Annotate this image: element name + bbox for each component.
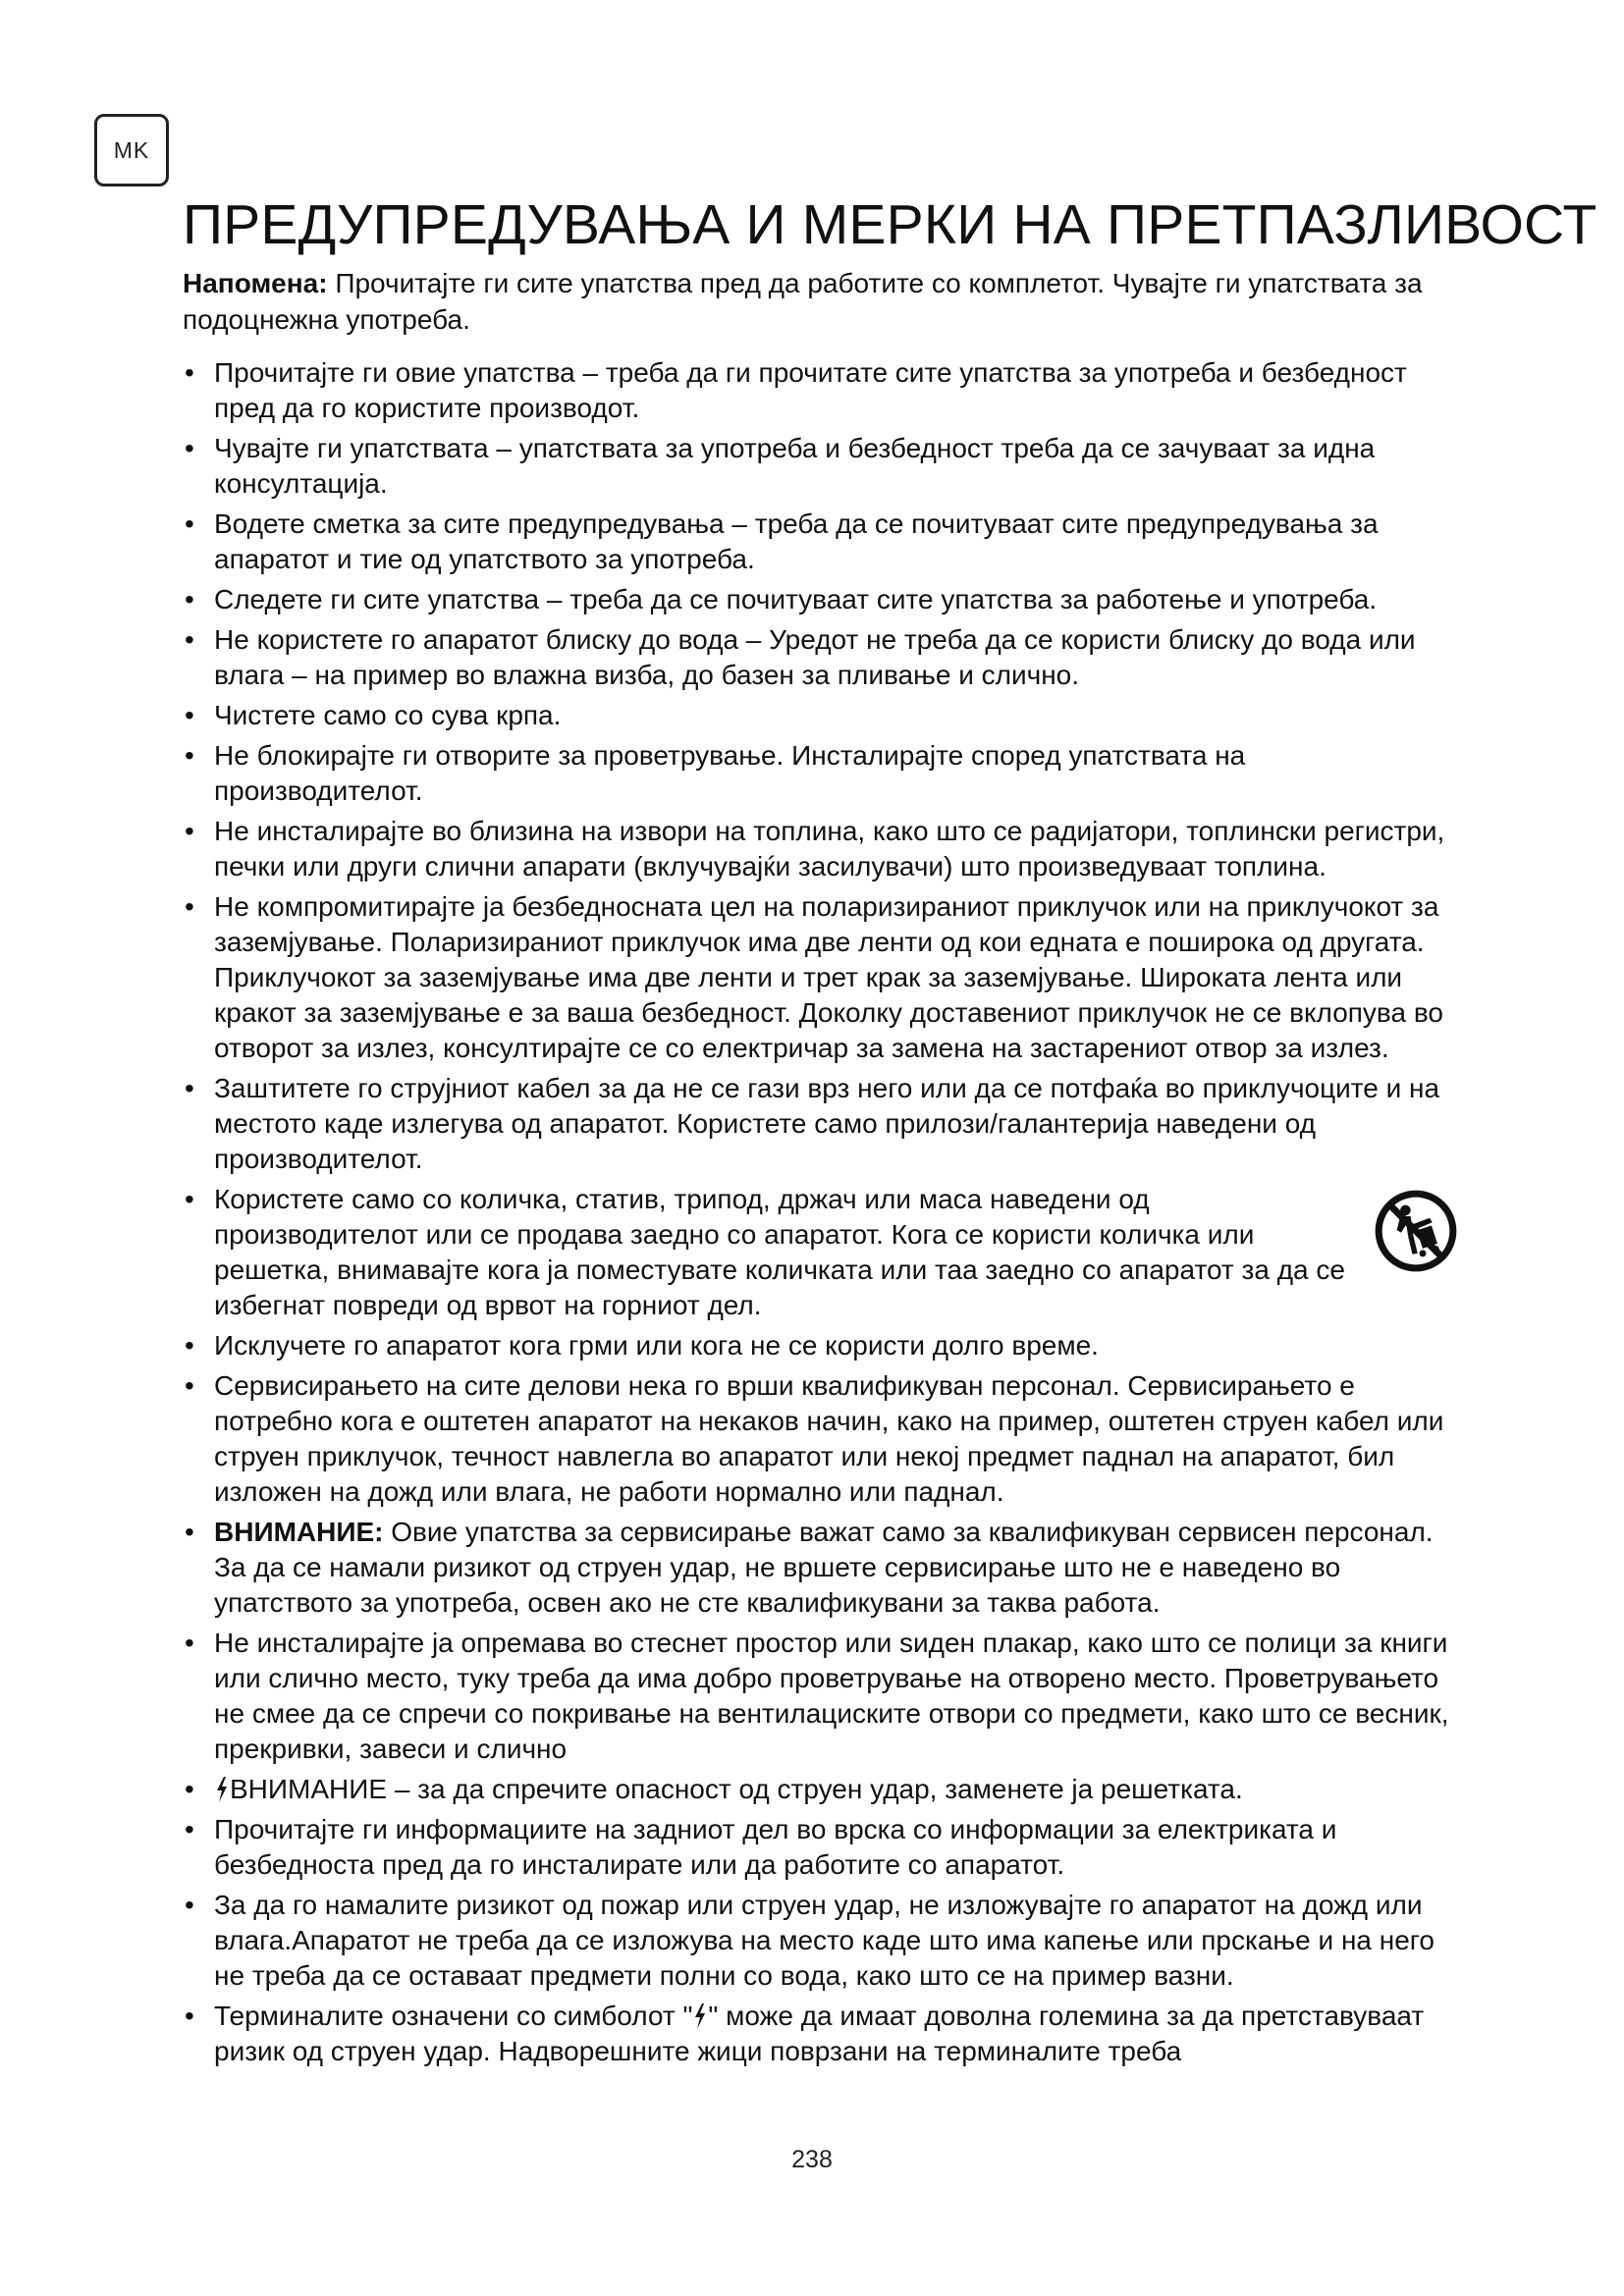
- list-item: [183, 1999, 1459, 2069]
- bullet-icon: •: [185, 1628, 194, 1658]
- list-item: [183, 1328, 1459, 1363]
- page-number: 238: [791, 2146, 833, 2173]
- cart-tip-over-warning-icon: [1373, 1188, 1459, 1274]
- note-text: Прочитајте ги сите упатства пред да работите со комплетот. Чувајте ги упатствата за подоцнежна употреба.: [183, 268, 1423, 335]
- bullet-icon: •: [185, 891, 194, 922]
- bullet-icon: •: [185, 1330, 194, 1361]
- note-paragraph: [183, 265, 1459, 338]
- list-item-text: Терминалите означени со симболот ": [214, 2001, 693, 2031]
- bullet-icon: •: [185, 433, 194, 463]
- bullet-icon: •: [185, 1184, 194, 1214]
- page-title: ПРЕДУПРЕДУВАЊА И МЕРКИ НА ПРЕТПАЗЛИВОСТ: [183, 193, 1597, 256]
- note-label: Напомена:: [183, 268, 328, 298]
- bullet-icon: •: [185, 357, 194, 388]
- bullet-icon: •: [185, 1890, 194, 1920]
- safety-instructions-list: [183, 355, 1459, 2074]
- list-item-text: За да го намалите ризикот од пожар или струен удар, не изложувајте го апаратот на дожд или влага.Апаратот не треба да се изложува на место каде што има капење или прскање и на него не треба да се оставаат предмети полни со вода, како што се на пример вазни.: [214, 1890, 1435, 1991]
- list-item: [183, 1515, 1459, 1621]
- list-item: [183, 507, 1459, 577]
- bullet-icon: •: [185, 1370, 194, 1401]
- list-item: [183, 1626, 1459, 1767]
- bullet-icon: •: [185, 740, 194, 771]
- list-item-text: Следете ги сите упатства – треба да се почитуваат сите упатства за работење и употреба.: [214, 584, 1378, 614]
- list-item-text: Заштитете го струјниот кабел за да не се гази врз него или да се потфаќа во приклучоците и на местото каде излегува од апаратот. Користете само прилози/галантерија наведени од производителот.: [214, 1073, 1440, 1174]
- list-item-text: Водете сметка за сите предупредувања – треба да се почитуваат сите предупредувања за апаратот и тие од упатството за употреба.: [214, 508, 1379, 574]
- list-item-text: Прочитајте ги информациите на задниот дел во врска со информации за електриката и безбедноста пред да го инсталирате или да работите со апаратот.: [214, 1814, 1337, 1880]
- list-item-text: Не инсталирајте во близина на извори на топлина, како што се радијатори, топлински регистри, печки или други слични апарати (вклучувајќи засилувачи) што произведуваат топлина.: [214, 816, 1445, 881]
- bullet-icon: •: [185, 2001, 194, 2031]
- list-item: [183, 431, 1459, 502]
- bullet-icon: •: [185, 1814, 194, 1844]
- warning-label: ВНИМАНИЕ:: [214, 1517, 384, 1547]
- list-item: [183, 814, 1459, 884]
- list-item: [183, 1368, 1459, 1510]
- language-badge: MK: [94, 114, 169, 187]
- list-item: [183, 698, 1459, 733]
- list-item-text: Чувајте ги упатствата – упатствата за употреба и безбедност треба да се зачуваат за идна консултација.: [214, 433, 1376, 499]
- list-item-text: ВНИМАНИЕ – за да спречите опасност од струен удар, заменете ја решетката.: [230, 1774, 1243, 1804]
- list-item: [183, 738, 1459, 809]
- list-item-text: Исклучете го апаратот кога грми или кога не се користи долго време.: [214, 1330, 1099, 1361]
- list-item: [183, 355, 1459, 426]
- bullet-icon: •: [185, 700, 194, 730]
- list-item: [183, 1812, 1459, 1883]
- list-item: [183, 622, 1459, 693]
- list-item-text: Не компромитирајте ја безбедносната цел на поларизираниот приклучок или на приклучокот за заземјување. Поларизираниот приклучок има две ленти од кои едната е поширока од другата. Приклучокот за заземјување има две ленти и трет крак за заземјување. Широката лента или кракот за заземјување е за ваша безбедност. Доколку доставениот приклучок не се вклопува во отворот за излез, консултирајте се со електричар за замена на застарениот отвор за излез.: [214, 891, 1443, 1063]
- list-item-text: Прочитајте ги овие упатства – треба да ги прочитате сите упатства за употреба и безбедност пред да го користите производот.: [214, 357, 1407, 423]
- list-item: [183, 1888, 1459, 1994]
- lightning-bolt-icon: [214, 1777, 230, 1802]
- list-item: [183, 1772, 1459, 1807]
- bullet-icon: •: [185, 1517, 194, 1547]
- list-item-text: Чистете само со сува крпа.: [214, 700, 562, 730]
- list-item-text: " може да имаат доволна големина за да претставуваат ризик од струен удар. Надворешните жици поврзани на терминалите треба: [214, 2001, 1425, 2066]
- lightning-bolt-icon: [692, 2003, 708, 2029]
- list-item: [183, 1071, 1459, 1177]
- list-item-text: Не блокирајте ги отворите за проветрување. Инсталирајте според упатствата на производителот.: [214, 740, 1246, 806]
- list-item: [183, 889, 1459, 1066]
- bullet-icon: •: [185, 1073, 194, 1103]
- bullet-icon: •: [185, 624, 194, 655]
- list-item-text: Сервисирањето на сите делови нека го врши квалификуван персонал. Сервисирањето е потребно кога е оштетен апаратот на некаков начин, како на пример, оштетен струен кабел или струен приклучок, течност навлегла во апаратот или некој предмет паднал на апаратот, бил изложен на дожд или влага, не работи нормално или паднал.: [214, 1370, 1444, 1507]
- bullet-icon: •: [185, 508, 194, 539]
- bullet-icon: •: [185, 584, 194, 614]
- list-item-text: Не инсталирајте ја опремава во стеснет простор или ѕиден плакар, како што се полици за книги или слично место, туку треба да има добро проветрување на отворено место. Проветрувањето не смее да се спречи со покривање на вентилациските отвори со предмети, како што се весник, прекривки, завеси и слично: [214, 1628, 1449, 1764]
- list-item-text: Користете само со количка, статив, трипод, држач или маса наведени од производителот или се продава заедно со апаратот. Кога се користи количка или решетка, внимавајте кога ја поместувате количката или таа заедно со апаратот за да се избегнат повреди од врвот на горниот дел.: [214, 1184, 1345, 1320]
- list-item: [183, 1182, 1459, 1323]
- bullet-icon: •: [185, 1774, 194, 1804]
- list-item-text: Овие упатства за сервисирање важат само за квалификуван сервисен персонал. За да се намали ризикот од струен удар, не вршете сервисирање што не е наведено во упатството за употреба, освен ако не сте квалификувани за таква работа.: [214, 1517, 1434, 1618]
- bullet-icon: •: [185, 816, 194, 846]
- list-item: [183, 582, 1459, 617]
- list-item-text: Не користете го апаратот блиску до вода – Уредот не треба да се користи блиску до вода или влага – на пример во влажна визба, до базен за пливање и слично.: [214, 624, 1416, 690]
